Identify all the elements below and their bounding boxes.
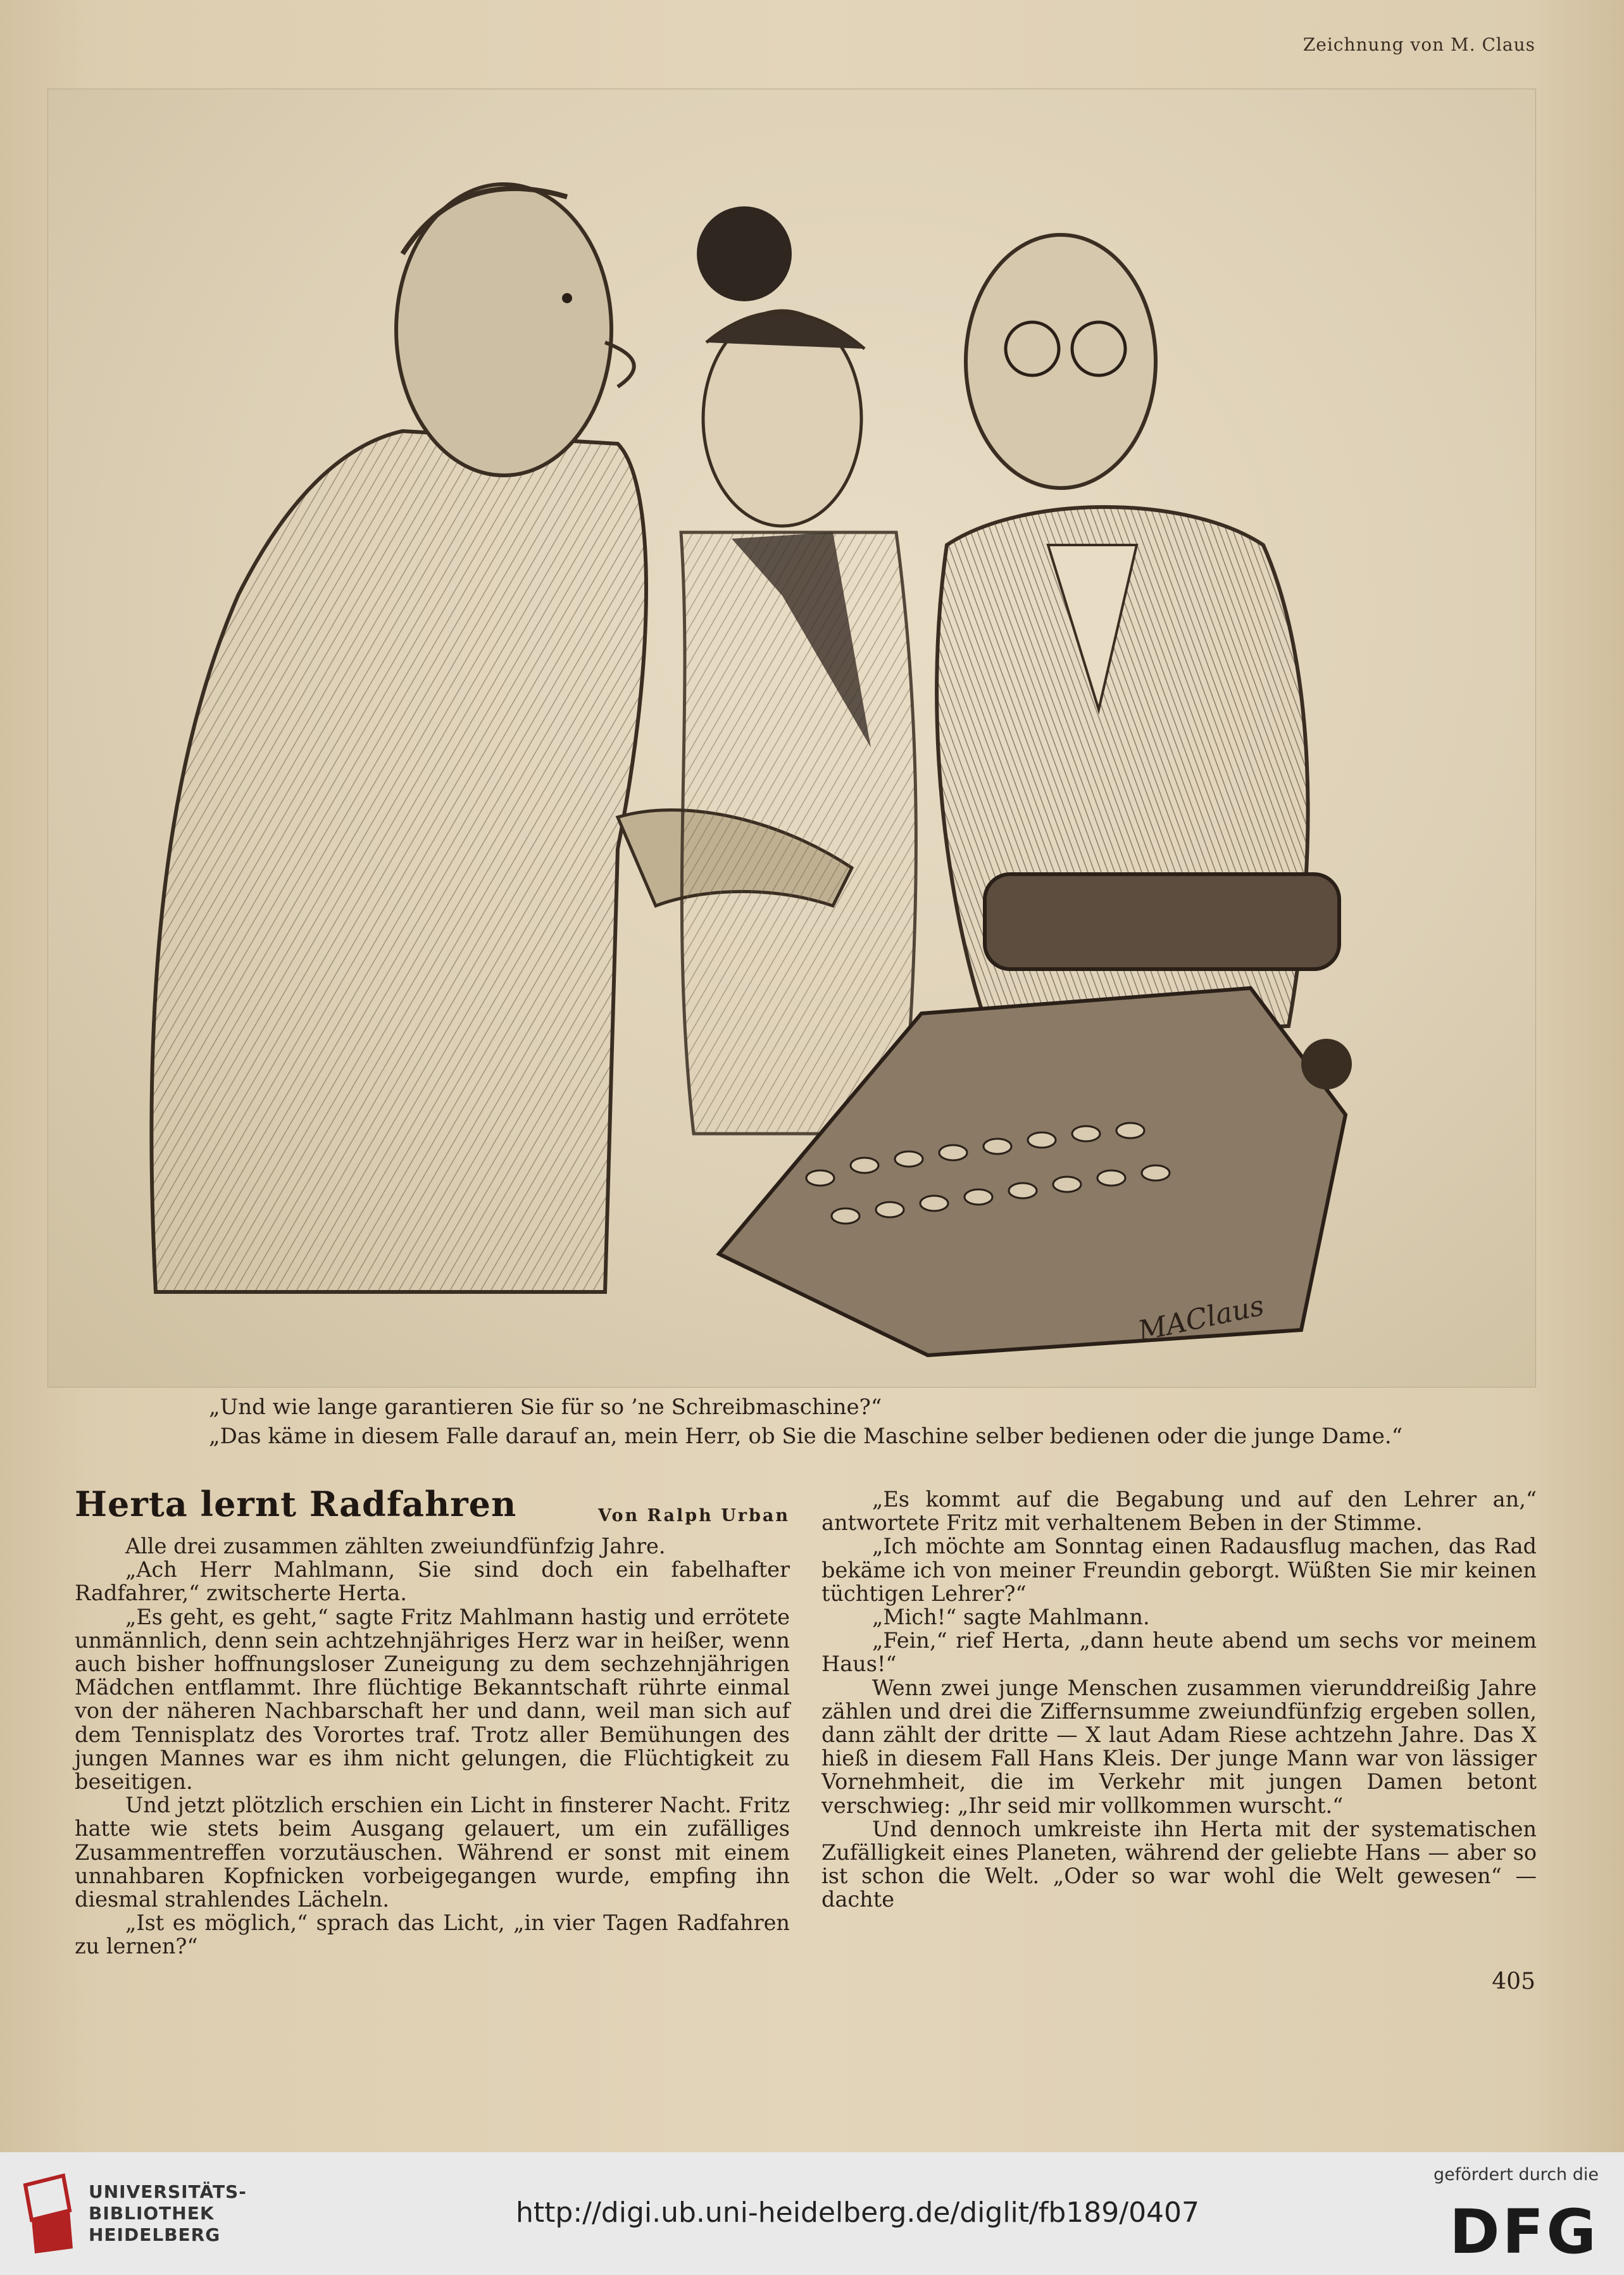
paragraph: Und dennoch umkreiste ihn Herta mit der systematischen Zufälligkeit eines Planeten, während der geliebte Hans — aber so ist schon die Welt. „Oder so war wohl die Welt gewesen“ — dachte xyxy=(821,1816,1537,1912)
article-column-left xyxy=(75,1484,790,1959)
institution-name[interactable] xyxy=(89,2181,247,2246)
illustration-caption xyxy=(209,1393,1411,1451)
paragraph: Wenn zwei junge Menschen zusammen vierunddreißig Jahre zählen und drei die Ziffernsumme zweiundfünfzig ergeben sollen, dann zählt der dritte — X laut Adam Riese achtzehn Jahre. Das X hieß in diesem Fall Hans Kleis. Der junge Mann war von lässiger Vornehmheit, die im Verkehr mit jungen Damen betont verschwieg: „Ihr seid mir vollkommen wurscht.“ xyxy=(821,1675,1537,1818)
permalink-url[interactable]: http://digi.ub.uni-heidelberg.de/diglit/fb189/0407 xyxy=(516,2197,1200,2229)
article-heading xyxy=(75,1484,790,1532)
paragraph: „Fein,“ rief Herta, „dann heute abend um sechs vor meinem Haus!“ xyxy=(821,1628,1537,1677)
illustration-drawing xyxy=(48,89,1535,1387)
institution-name-line: UNIVERSITÄTS- xyxy=(89,2181,247,2202)
article-title: Herta lernt Radfahren xyxy=(75,1484,517,1524)
paragraph: Und jetzt plötzlich erschien ein Licht in finsterer Nacht. Fritz hatte wie stets beim Ausgang gelauert, um ein zufälliges Zusammentreffen vorzutäuschen. Während er sonst mit einem unnahbaren Kopfnicken vorbeigegangen wurde, empfing ihn diesmal strahlendes Lächeln. xyxy=(75,1793,790,1912)
caption-line-1: „Und wie lange garantieren Sie für so ’ne Schreibmaschine?“ xyxy=(209,1394,882,1420)
paragraph: „Ach Herr Mahlmann, Sie sind doch ein fabelhafter Radfahrer,“ zwitscherte Herta. xyxy=(75,1557,790,1606)
cartoon-illustration xyxy=(47,89,1536,1388)
dfg-logo[interactable]: DFG xyxy=(1449,2197,1599,2267)
institution-name-line: BIBLIOTHEK xyxy=(89,2203,215,2224)
institution-name-line: HEIDELBERG xyxy=(89,2224,221,2245)
paragraph: Alle drei zusammen zählten zweiundfünfzig Jahre. xyxy=(125,1534,666,1558)
university-library-logo-icon[interactable] xyxy=(19,2172,76,2255)
article-byline: Von Ralph Urban xyxy=(597,1506,790,1526)
paragraph: „Es kommt auf die Begabung und auf den Lehrer an,“ antwortete Fritz mit verhaltenem Beben in der Stimme. xyxy=(821,1487,1537,1536)
page-number: 405 xyxy=(1492,1969,1535,1995)
illustration-credit: Zeichnung von M. Claus xyxy=(1302,34,1535,55)
paragraph: „Ich möchte am Sonntag einen Radausflug machen, das Rad bekäme ich von meiner Freundin geborgt. Wüßten Sie mir keinen tüchtigen Lehrer?“ xyxy=(821,1534,1537,1606)
artist-signature: MAClaus xyxy=(1135,1289,1267,1348)
paragraph: „Ist es möglich,“ sprach das Licht, „in vier Tagen Radfahren zu lernen?“ xyxy=(75,1910,790,1959)
woman-figure xyxy=(681,206,916,1134)
caption-line-2: „Das käme in diesem Falle darauf an, mein Herr, ob Sie die Maschine selber bedienen oder die junge Dame.“ xyxy=(209,1424,1403,1449)
paragraph: „Mich!“ sagte Mahlmann. xyxy=(872,1605,1150,1630)
viewer-footer xyxy=(0,2152,1624,2275)
article-column-right xyxy=(821,1488,1537,1912)
funder-label: gefördert durch die xyxy=(1433,2165,1599,2184)
paragraph: „Es geht, es geht,“ sagte Fritz Mahlmann hastig und errötete unmännlich, denn sein achtzehnjähriges Herz war in heißer, wenn auch bisher hoffnungsloser Zuneigung zu dem sechzehnjährigen Mädchen entflammt. Ihre flüchtige Bekanntschaft rührte einmal von der näheren Nachbarschaft her und dann, weil man sich auf dem Tennisplatz des Vorortes traf. Trotz aller Bemühungen des jungen Mannes war es ihm nicht gelungen, die Flüchtigkeit zu beseitigen. xyxy=(75,1604,790,1795)
